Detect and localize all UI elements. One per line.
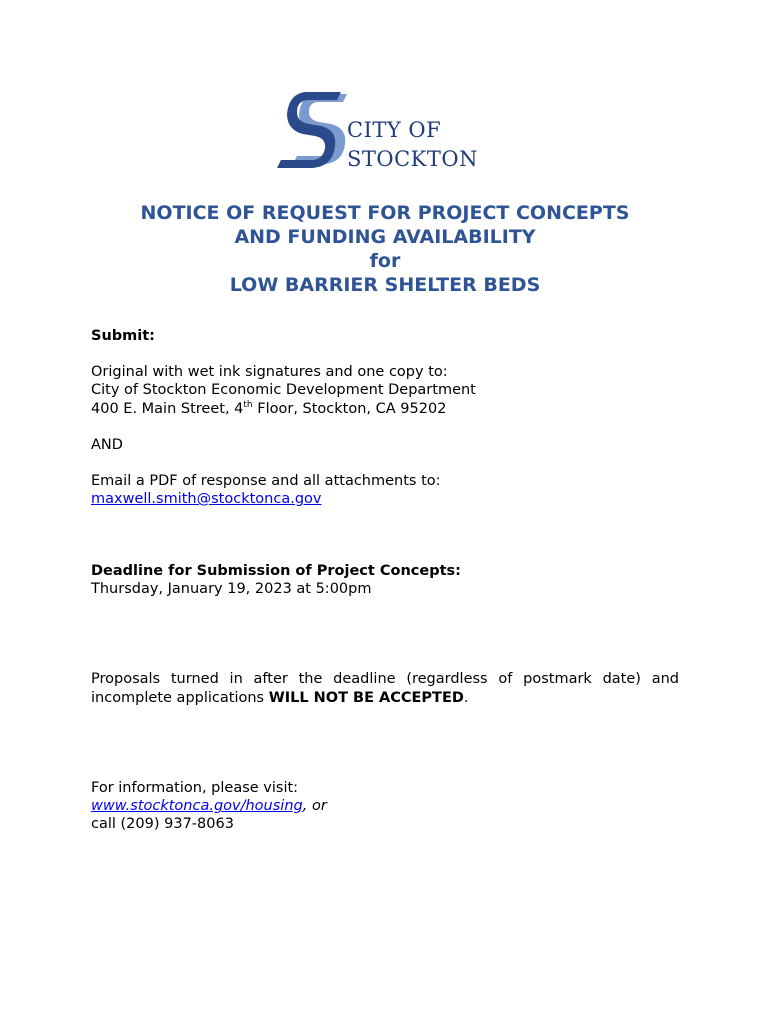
notice-line-2-end: . xyxy=(463,690,469,706)
logo-text-city-of: CITY OF xyxy=(347,118,442,142)
department-name: City of Stockton Economic Development Department xyxy=(91,382,476,398)
email-link[interactable]: maxwell.smith@stocktonca.gov xyxy=(91,491,322,507)
submit-instructions: Original with wet ink signatures and one copy to: xyxy=(91,364,448,380)
info-url-suffix: , or xyxy=(302,798,327,814)
housing-website-link[interactable]: www.stocktonca.gov/housing xyxy=(91,798,303,814)
logo-text-stockton: STOCKTON xyxy=(347,147,478,171)
deadline-heading: Deadline for Submission of Project Concepts: xyxy=(91,563,461,579)
address-floor-suffix: th xyxy=(243,400,253,410)
title-line-3: for xyxy=(369,250,401,272)
notice-line-2-text: incomplete applications xyxy=(91,690,269,706)
title-line-2: AND FUNDING AVAILABILITY xyxy=(234,226,536,248)
title-line-1: NOTICE OF REQUEST FOR PROJECT CONCEPTS xyxy=(140,202,630,224)
department-address xyxy=(91,400,446,418)
info-intro: For information, please visit: xyxy=(91,780,299,796)
notice-line-2 xyxy=(91,689,679,708)
address-street: 400 E. Main Street, 4 xyxy=(91,401,244,417)
address-city: Floor, Stockton, CA 95202 xyxy=(252,401,447,417)
phone-number: call (209) 937-8063 xyxy=(91,816,234,832)
submit-heading: Submit: xyxy=(91,328,155,344)
notice-line-1: Proposals turned in after the deadline (regardless of postmark date) and xyxy=(91,671,679,687)
not-accepted-warning: WILL NOT BE ACCEPTED xyxy=(268,690,464,706)
deadline-date: Thursday, January 19, 2023 at 5:00pm xyxy=(91,581,372,597)
and-separator: AND xyxy=(91,437,123,453)
late-proposal-notice xyxy=(91,670,679,708)
title-line-4: LOW BARRIER SHELTER BEDS xyxy=(229,274,541,296)
info-url-line xyxy=(91,797,327,815)
email-instructions: Email a PDF of response and all attachments to: xyxy=(91,473,441,489)
